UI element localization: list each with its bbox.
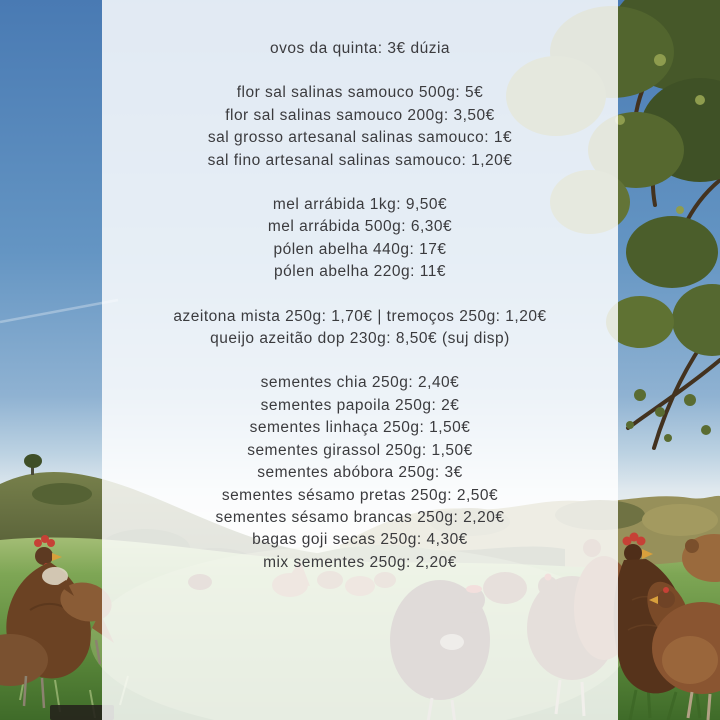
price-group	[216, 372, 505, 574]
price-line: azeitona mista 250g: 1,70€ | tremoços 250g: 1,20€	[173, 307, 547, 325]
price-line: sal grosso artesanal salinas samouco: 1€	[207, 129, 513, 147]
price-line: ovos da quinta: 3€ dúzia	[269, 40, 451, 57]
price-group	[270, 38, 450, 60]
price-line: flor sal salinas samouco 500g: 5€	[236, 84, 484, 102]
price-line: pólen abelha 440g: 17€	[273, 240, 447, 258]
price-line: queijo azeitão dop 230g: 8,50€ (suj disp)	[210, 330, 510, 348]
price-line: flor sal salinas samouco 200g: 3,50€	[225, 106, 495, 124]
price-line: mel arrábida 500g: 6,30€	[267, 218, 453, 236]
price-line: pólen abelha 220g: 11€	[274, 263, 446, 281]
price-line: bagas goji secas 250g: 4,30€	[252, 531, 468, 549]
price-line: sementes sésamo brancas 250g: 2,20€	[215, 508, 505, 526]
price-line: sementes chia 250g: 2,40€	[260, 374, 460, 392]
price-line: sementes abóbora 250g: 3€	[257, 464, 463, 482]
price-line: sementes girassol 250g: 1,50€	[247, 441, 473, 459]
price-line: sementes sésamo pretas 250g: 2,50€	[221, 486, 499, 504]
price-line: sementes papoila 250g: 2€	[260, 396, 460, 414]
price-group	[173, 306, 546, 351]
price-line: sal fino artesanal salinas samouco: 1,20€	[207, 151, 513, 169]
price-group	[268, 194, 452, 284]
price-line: sementes linhaça 250g: 1,50€	[249, 419, 471, 437]
price-line: mel arrábida 1kg: 9,50€	[272, 196, 448, 214]
price-list	[102, 0, 618, 720]
price-group	[208, 82, 513, 172]
price-line: mix sementes 250g: 2,20€	[263, 553, 457, 571]
